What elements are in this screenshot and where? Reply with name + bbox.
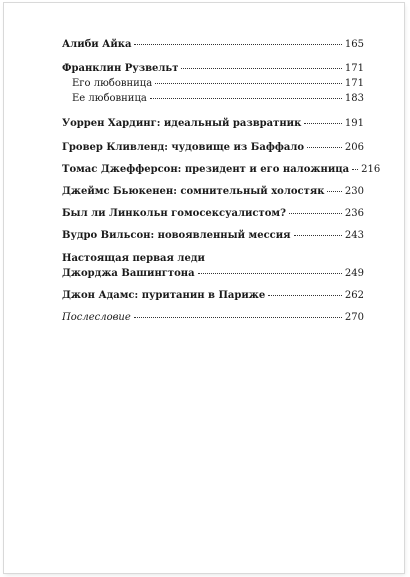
toc-entry-page: 216 [361, 164, 381, 175]
toc-entry-page: 249 [344, 268, 364, 279]
toc-entry-title-line1: Настоящая первая леди [62, 253, 205, 264]
toc-entry-wilson [62, 230, 364, 242]
dot-leader [134, 317, 342, 318]
dot-leader [181, 68, 341, 69]
dot-leader [327, 191, 341, 192]
toc-entry-title: Послесловие [62, 312, 131, 323]
toc-entry-title: Вудро Вильсон: новоявленный мессия [62, 230, 291, 241]
document-page [4, 3, 404, 573]
toc-entry-page: 171 [344, 63, 364, 74]
toc-entry-title: Был ли Линкольн гомосексуалистом? [62, 208, 286, 219]
toc-entry-jefferson [62, 164, 381, 176]
toc-entry-afterword [62, 312, 364, 324]
dot-leader [155, 83, 342, 84]
toc-entry-page: 270 [344, 312, 364, 323]
toc-entry-alibi-ike [62, 39, 364, 51]
toc-entry-page: 171 [344, 78, 364, 89]
toc-entry-title: Джон Адамс: пуританин в Париже [62, 290, 266, 301]
toc-entry-harding [62, 118, 364, 130]
toc-entry-roosevelt [62, 63, 364, 75]
toc-entry-page: 236 [344, 208, 364, 219]
toc-entry-page: 262 [344, 290, 364, 301]
toc-entry-title: Его любовница [72, 78, 153, 89]
toc-entry-page: 243 [344, 230, 364, 241]
dot-leader [304, 123, 342, 124]
dot-leader [294, 235, 342, 236]
toc-entry-page: 230 [344, 186, 364, 197]
toc-entry-page: 183 [344, 93, 364, 104]
dot-leader [307, 147, 342, 148]
toc-entry-title: Франклин Рузвельт [62, 63, 179, 74]
dot-leader [268, 295, 342, 296]
toc-entry-cleveland [62, 142, 364, 154]
toc-entry-title: Гровер Кливленд: чудовище из Баффало [62, 142, 305, 153]
toc-entry-page: 165 [344, 39, 364, 50]
toc-entry-title-line2: Джорджа Вашингтона [62, 268, 195, 279]
dot-leader [198, 273, 342, 274]
toc-entry-title: Алиби Айка [62, 39, 132, 50]
toc-entry-washington-line2 [62, 268, 364, 280]
toc-subentry-her-mistress [62, 93, 364, 105]
toc-entry-lincoln [62, 208, 364, 220]
toc-subentry-his-mistress [62, 78, 364, 90]
table-of-contents [62, 39, 381, 324]
dot-leader [134, 44, 341, 45]
dot-leader [150, 98, 342, 99]
toc-entry-title: Уоррен Хардинг: идеальный развратник [62, 118, 302, 129]
toc-entry-title: Ее любовница [72, 93, 147, 104]
toc-entry-page: 206 [344, 142, 364, 153]
toc-entry-buchanan [62, 186, 364, 198]
toc-entry-page: 191 [344, 118, 364, 129]
toc-entry-washington [62, 253, 364, 280]
toc-entry-adams [62, 290, 364, 302]
toc-entry-title: Томас Джефферсон: президент и его наложница [62, 164, 350, 175]
dot-leader [352, 169, 358, 170]
dot-leader [289, 213, 342, 214]
toc-entry-title: Джеймс Бьюкенен: сомнительный холостяк [62, 186, 325, 197]
